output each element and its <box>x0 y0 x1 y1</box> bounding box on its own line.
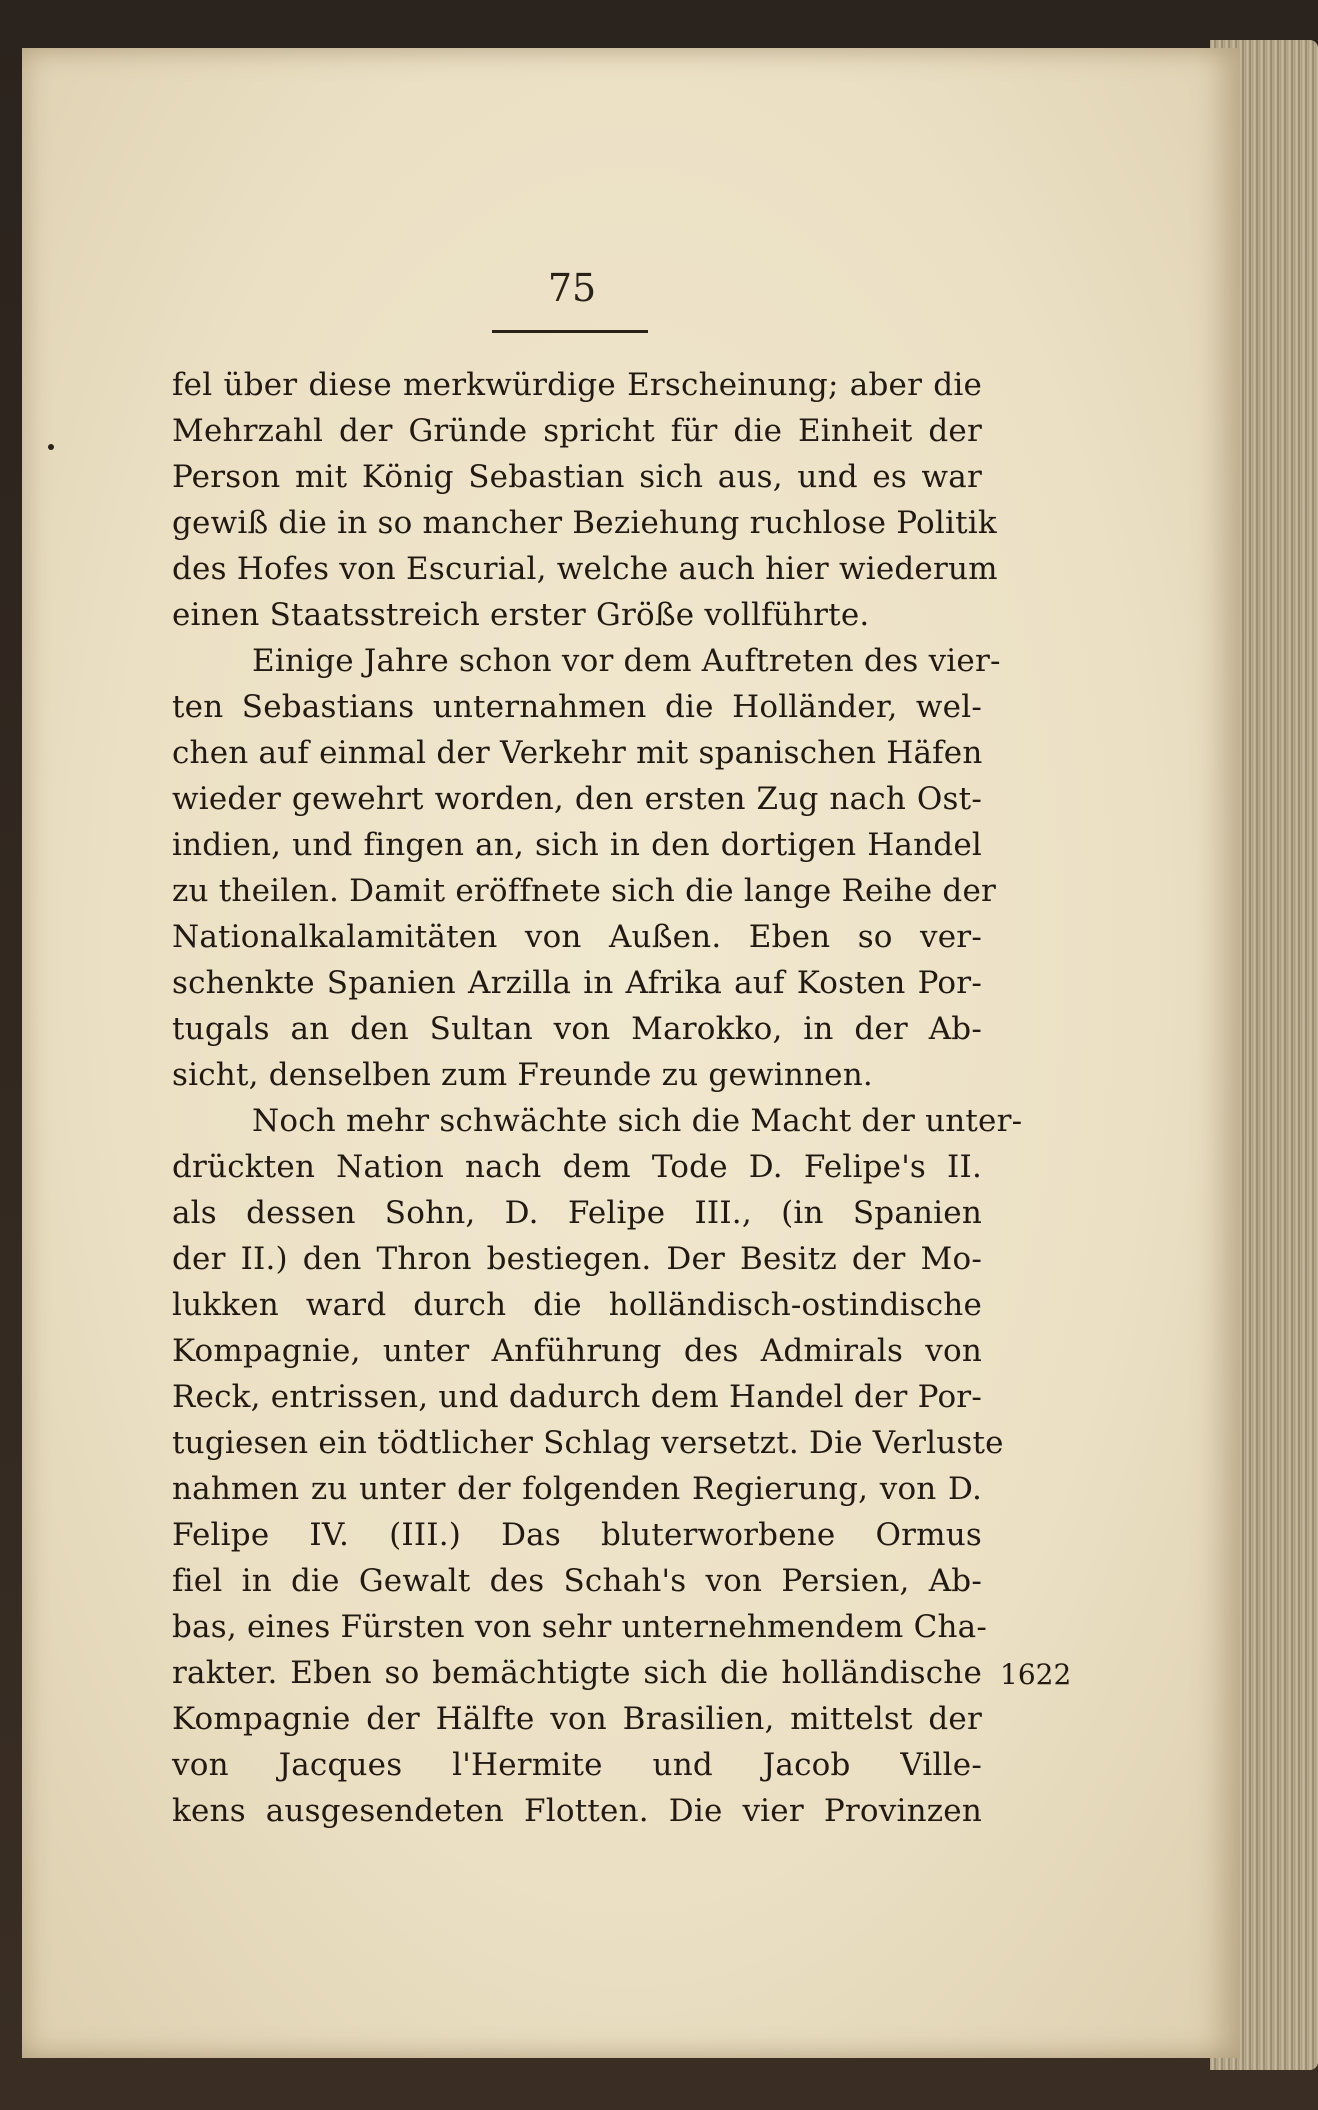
text-line: Kompagnie der Hälfte von Brasilien, mittelst der <box>172 1701 982 1737</box>
text-line: nahmen zu unter der folgenden Regierung, von D. <box>172 1471 982 1507</box>
text-line: kens ausgesendeten Flotten. Die vier Provinzen <box>172 1793 982 1829</box>
text-line: tugals an den Sultan von Marokko, in der Ab- <box>172 1011 982 1047</box>
text-line: sicht, denselben zum Freunde zu gewinnen. <box>172 1057 873 1093</box>
text-line: fiel in die Gewalt des Schah's von Persien, Ab- <box>172 1563 982 1599</box>
text-line: Mehrzahl der Gründe spricht für die Einheit der <box>172 413 982 449</box>
text-line: zu theilen. Damit eröffnete sich die lange Reihe der <box>172 873 997 909</box>
text-line: einen Staatsstreich erster Größe vollführte. <box>172 597 870 633</box>
text-line: Nationalkalamitäten von Außen. Eben so ver- <box>172 919 982 955</box>
text-line: wieder gewehrt worden, den ersten Zug nach Ost- <box>172 781 982 817</box>
text-line: fel über diese merkwürdige Erscheinung; aber die <box>172 367 982 403</box>
text-line: lukken ward durch die holländisch-ostindische <box>172 1287 982 1323</box>
text-line: Kompagnie, unter Anführung des Admirals von <box>172 1333 982 1369</box>
body-text <box>172 362 1023 1834</box>
text-line: bas, eines Fürsten von sehr unternehmendem Cha- <box>172 1609 988 1645</box>
text-line: ten Sebastians unternahmen die Holländer, wel- <box>172 689 982 725</box>
text-line: Einige Jahre schon vor dem Auftreten des vier- <box>252 643 1001 679</box>
text-line: schenkte Spanien Arzilla in Afrika auf Kosten Por- <box>172 965 982 1001</box>
text-line: Reck, entrissen, und dadurch dem Handel der Por- <box>172 1379 982 1415</box>
book-page <box>22 48 1240 2058</box>
text-line: chen auf einmal der Verkehr mit spanischen Häfen <box>172 735 983 771</box>
page-number: 75 <box>547 266 597 310</box>
text-line: rakter. Eben so bemächtigte sich die holländische <box>172 1655 982 1691</box>
text-line: Felipe IV. (III.) Das bluterworbene Ormus <box>172 1517 982 1553</box>
text-line: als dessen Sohn, D. Felipe III., (in Spanien <box>172 1195 982 1231</box>
text-line: Person mit König Sebastian sich aus, und es war <box>172 459 982 495</box>
text-line: von Jacques l'Hermite und Jacob Ville- <box>172 1747 982 1783</box>
text-line: der II.) den Thron bestiegen. Der Besitz der Mo- <box>172 1241 982 1277</box>
ink-dot <box>48 444 54 450</box>
text-line: gewiß die in so mancher Beziehung ruchlose Politik <box>172 505 997 541</box>
page-number-rule <box>492 330 648 333</box>
text-line: des Hofes von Escurial, welche auch hier wiederum <box>172 551 998 587</box>
text-line: drückten Nation nach dem Tode D. Felipe's II. <box>172 1149 982 1185</box>
margin-year-note: 1622 <box>1000 1658 1072 1691</box>
text-line: tugiesen ein tödtlicher Schlag versetzt. Die Verluste <box>172 1425 1004 1461</box>
text-line: indien, und fingen an, sich in den dortigen Handel <box>172 827 982 863</box>
text-line: Noch mehr schwächte sich die Macht der unter- <box>252 1103 1023 1139</box>
